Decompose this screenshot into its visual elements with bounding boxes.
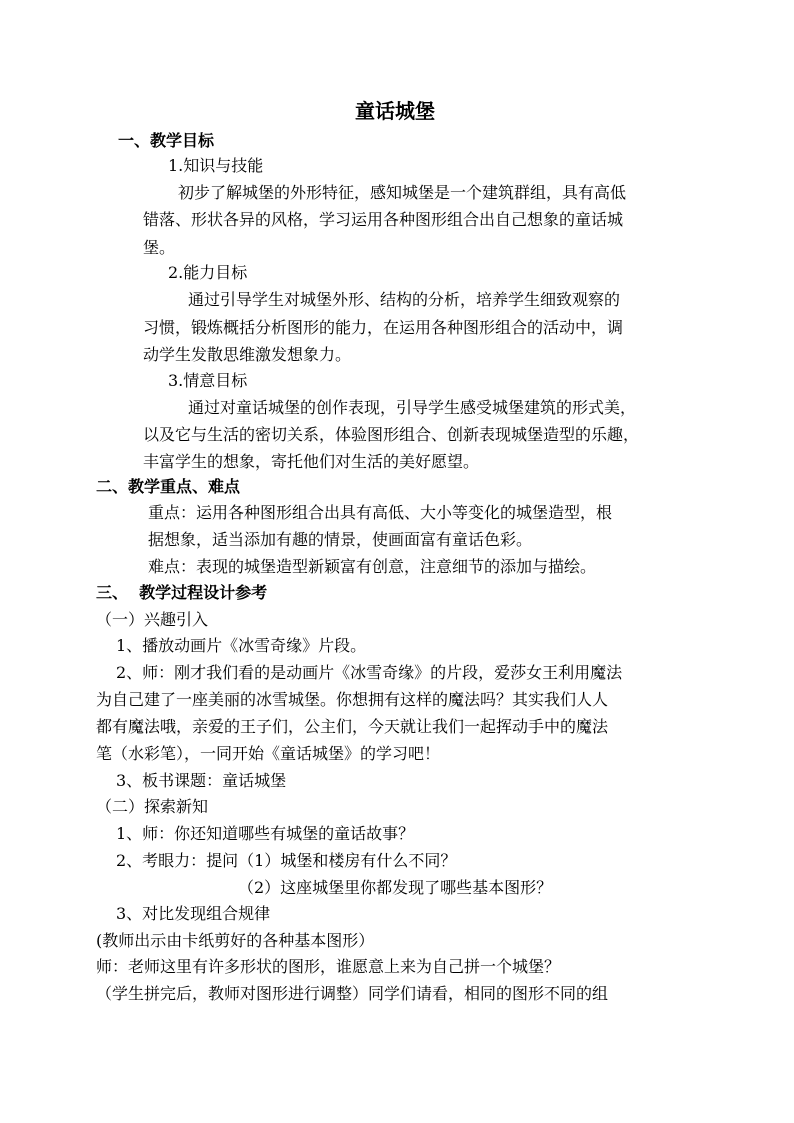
paragraph-line: （学生拼完后，教师对图形进行调整）同学们请看，相同的图形不同的组 [96, 984, 609, 1003]
paragraph-line: 错落、形状各异的风格，学习运用各种图形组合出自己想象的童话城 [143, 210, 624, 229]
paragraph-line: 据想象，适当添加有趣的情景，使画面富有童话色彩。 [148, 530, 533, 549]
list-item: 1、播放动画片《冰雪奇缘》片段。 [116, 636, 367, 655]
section-heading: 三、 教学过程设计参考 [96, 583, 268, 602]
list-item: 2、考眼力：提问（1）城堡和楼房有什么不同？ [116, 851, 457, 870]
paragraph-line: 动学生发散思维激发想象力。 [143, 345, 352, 364]
list-item: 3、对比发现组合规律 [116, 904, 271, 923]
paragraph-line: 初步了解城堡的外形特征，感知城堡是一个建筑群组，具有高低 [178, 183, 627, 202]
paragraph-line: 为自己建了一座美丽的冰雪城堡。你想拥有这样的魔法吗？其实我们人人 [96, 690, 609, 709]
subsection-heading: （二）探索新知 [96, 797, 209, 816]
paragraph-line: 都有魔法哦，亲爱的王子们，公主们，今天就让我们一起挥动手中的魔法 [96, 717, 609, 736]
paragraph-line: 通过引导学生对城堡外形、结构的分析，培养学生细致观察的 [188, 290, 621, 309]
subheading: 3.情意目标 [168, 371, 248, 390]
subsection-heading: （一）兴趣引入 [96, 610, 209, 629]
paragraph-line: 习惯，锻炼概括分析图形的能力，在运用各种图形组合的活动中，调 [143, 318, 624, 337]
paragraph-line: 重点：运用各种图形组合出具有高低、大小等变化的城堡造型，根 [148, 503, 613, 522]
subheading: 2.能力目标 [168, 263, 248, 282]
paragraph-line: 笔（水彩笔），一同开始《童话城堡》的学习吧！ [96, 744, 441, 763]
paragraph-line: 以及它与生活的密切关系，体验图形组合、创新表现城堡造型的乐趣， [143, 425, 640, 444]
list-item: （2）这座城堡里你都发现了哪些基本图形？ [238, 878, 553, 897]
paragraph-line: 通过对童话城堡的创作表现，引导学生感受城堡建筑的形式美， [188, 398, 637, 417]
paragraph-line: 难点：表现的城堡造型新颖富有创意，注意细节的添加与描绘。 [148, 557, 597, 576]
page-title: 童话城堡 [355, 99, 435, 123]
list-item: 1、师：你还知道哪些有城堡的童话故事？ [116, 824, 415, 843]
list-item: 3、板书课题：童话城堡 [116, 771, 287, 790]
subheading: 1.知识与技能 [168, 156, 264, 175]
section-heading: 一、教学目标 [118, 131, 215, 150]
paragraph-line: 丰富学生的想象，寄托他们对生活的美好愿望。 [143, 452, 480, 471]
list-item: 2、师：刚才我们看的是动画片《冰雪奇缘》的片段，爱莎女王利用魔法 [116, 663, 623, 682]
paragraph-line: 堡。 [143, 238, 176, 257]
paragraph-line: (教师出示由卡纸剪好的各种基本图形） [96, 931, 375, 950]
section-heading: 二、教学重点、难点 [96, 477, 241, 496]
paragraph-line: 师：老师这里有许多形状的图形，谁愿意上来为自己拼一个城堡？ [96, 957, 561, 976]
